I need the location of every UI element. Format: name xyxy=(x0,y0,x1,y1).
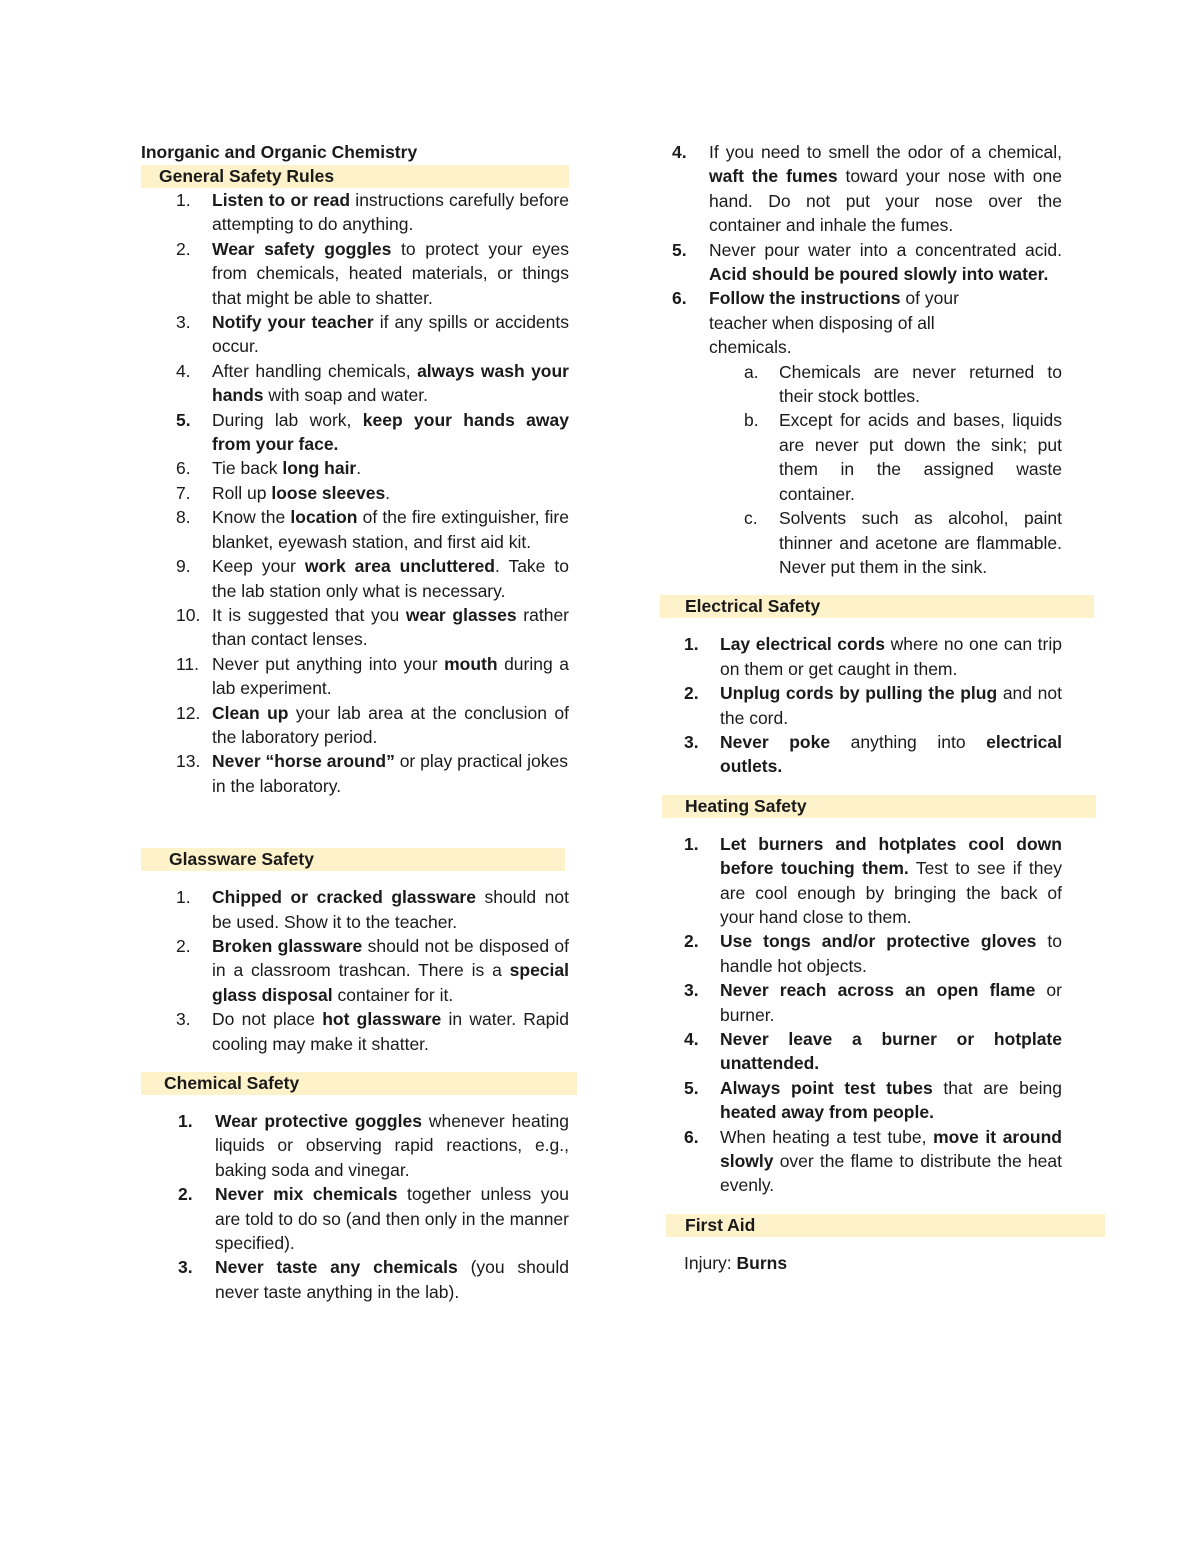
chemical-safety-list-right xyxy=(672,140,1062,360)
disposal-sub-list xyxy=(672,360,1062,580)
list-item: 5. Never pour water into a concentrated acid. Acid should be poured slowly into water. xyxy=(672,239,1062,285)
chemical-safety-heading: Chemical Safety xyxy=(141,1072,577,1095)
list-item: 2. Never mix chemicals together unless you are told to do so (and then only in the manner specified). xyxy=(178,1184,569,1254)
list-item: a. Chemicals are never returned to their stock bottles. xyxy=(744,361,1062,407)
list-item: 5. Always point test tubes that are being heated away from people. xyxy=(684,1077,1062,1123)
list-item: 4. If you need to smell the odor of a chemical, waft the fumes toward your nose with one hand. Do not put your nose over the container and inhale the fumes. xyxy=(672,142,1062,236)
chemical-safety-list-left xyxy=(141,1109,569,1304)
heating-safety-list xyxy=(672,832,1062,1198)
list-item: 13. Never “horse around” or play practical jokes in the laboratory. xyxy=(176,751,568,796)
list-item: 4. Never leave a burner or hotplate unattended. xyxy=(684,1029,1062,1074)
heating-safety-heading: Heating Safety xyxy=(662,795,1096,818)
glassware-safety-list xyxy=(141,885,569,1056)
list-item: 11. Never put anything into your mouth during a lab experiment. xyxy=(176,653,569,699)
list-item: 6. When heating a test tube, move it around slowly over the flame to distribute the heat evenly. xyxy=(684,1126,1062,1196)
first-aid-heading: First Aid xyxy=(666,1214,1105,1237)
list-item: 6. Tie back long hair. xyxy=(176,458,362,479)
document-title: Inorganic and Organic Chemistry xyxy=(141,142,418,162)
list-item: 5. During lab work, keep your hands away from your face. xyxy=(176,409,569,455)
glassware-safety-heading: Glassware Safety xyxy=(141,848,565,871)
list-item: 1. Lay electrical cords where no one can trip on them or get caught in them. xyxy=(684,634,1062,679)
list-item: 2. Wear safety goggles to protect your eyes from chemicals, heated materials, or things that might be able to shatter. xyxy=(176,238,569,308)
list-item: 6. Follow the instructions of your teacher when disposing of all chemicals. xyxy=(672,288,959,358)
list-item: b. Except for acids and bases, liquids are never put down the sink; put them in the assigned waste container. xyxy=(744,410,1062,504)
list-item: 1. Chipped or cracked glassware should not be used. Show it to the teacher. xyxy=(176,887,569,932)
list-item: 1. Listen to or read instructions carefully before attempting to do anything. xyxy=(176,190,569,235)
list-item: 1. Let burners and hotplates cool down before touching them. Test to see if they are cool enough by bringing the back of your hand close to them. xyxy=(684,833,1063,927)
list-item: 3. Do not place hot glassware in water. Rapid cooling may make it shatter. xyxy=(176,1009,570,1054)
electrical-safety-heading: Electrical Safety xyxy=(660,595,1094,618)
injury-line: Injury: Burns xyxy=(684,1252,788,1273)
list-item: 10. It is suggested that you wear glasses rather than contact lenses. xyxy=(176,604,570,650)
right-column xyxy=(672,140,1062,1275)
general-safety-list xyxy=(141,188,569,798)
list-item: 2. Broken glassware should not be disposed of in a classroom trashcan. There is a special glass disposal container for it. xyxy=(176,935,569,1005)
left-column xyxy=(141,140,569,1304)
list-item: 2. Use tongs and/or protective gloves to handle hot objects. xyxy=(684,931,1062,976)
list-item: 9. Keep your work area uncluttered. Take to the lab station only what is necessary. xyxy=(176,556,569,601)
list-item: 1. Wear protective goggles whenever heating liquids or observing rapid reactions, e.g., baking soda and vinegar. xyxy=(178,1111,569,1180)
list-item: c. Solvents such as alcohol, paint thinner and acetone are flammable. Never put them in the sink. xyxy=(744,508,1062,577)
list-item: 12. Clean up your lab area at the conclusion of the laboratory period. xyxy=(176,702,569,747)
list-item: 3. Never taste any chemicals (you should never taste anything in the lab). xyxy=(178,1257,569,1302)
electrical-safety-list xyxy=(672,632,1062,778)
list-item: 7. Roll up loose sleeves. xyxy=(176,482,391,503)
list-item: 4. After handling chemicals, always wash your hands with soap and water. xyxy=(176,360,569,406)
general-safety-heading: General Safety Rules xyxy=(141,165,569,188)
list-item: 3. Notify your teacher if any spills or accidents occur. xyxy=(176,312,570,357)
list-item: 8. Know the location of the fire extinguisher, fire blanket, eyewash station, and first aid kit. xyxy=(176,507,569,552)
list-item: 3. Never poke anything into electrical outlets. xyxy=(684,731,1063,777)
list-item: 3. Never reach across an open flame or burner. xyxy=(684,980,1062,1025)
list-item: 2. Unplug cords by pulling the plug and not the cord. xyxy=(684,683,1062,728)
